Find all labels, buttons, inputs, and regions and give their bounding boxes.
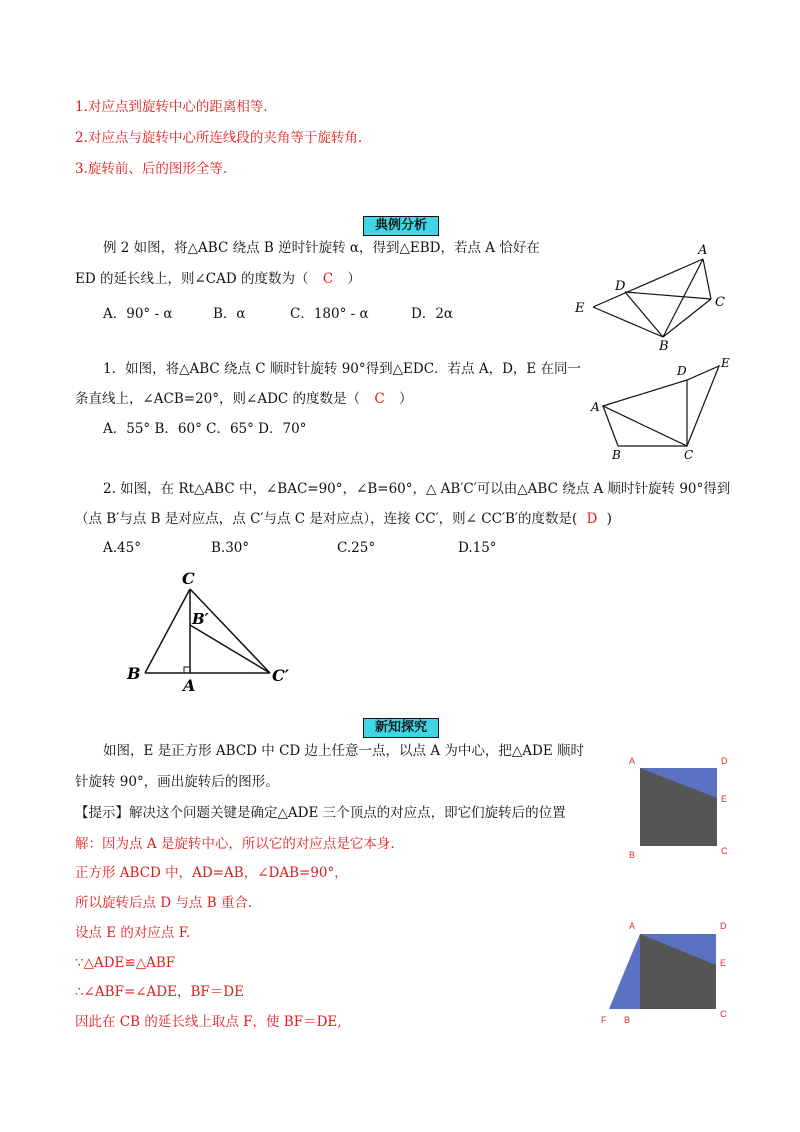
sq1-label-e: E xyxy=(721,794,728,804)
q2-option-d: D.15° xyxy=(458,540,497,556)
fig1-label-b: B xyxy=(659,339,669,354)
q1-answer: C xyxy=(374,391,385,407)
q2-line1: 2. 如图，在 Rt△ABC 中，∠BAC=90°，∠B=60°，△ AB′C′可以由△ABC 绕点 A 顺时针旋转 90°得到 xyxy=(103,481,731,497)
q2-option-b: B.30° xyxy=(211,540,250,556)
q1-line2: 条直线上，∠ACB=20°，则∠ADC 的度数是（ C ） xyxy=(75,391,413,407)
example2-option-b: B．α xyxy=(213,306,246,322)
example2-option-a: A．90° - α xyxy=(103,306,173,322)
square-figure-original xyxy=(620,745,740,865)
sq2-label-c: C xyxy=(720,1009,727,1019)
solution-line-7: 因此在 CB 的延长线上取点 F，使 BF＝DE, xyxy=(75,1014,342,1030)
property-2: 2.对应点与旋转中心所连线段的夹角等于旋转角. xyxy=(75,130,363,146)
fig3-label-bprime: B′ xyxy=(192,610,209,628)
sq2-label-a: A xyxy=(629,921,636,931)
fig3-label-a: A xyxy=(183,676,196,695)
property-3: 3.旋转前、后的图形全等. xyxy=(75,161,228,177)
fig2-label-c: C xyxy=(684,448,694,462)
solution-line-5: ∵△ADE≌△ABF xyxy=(75,955,176,971)
q1-figure xyxy=(585,350,740,462)
fig1-label-e: E xyxy=(575,301,585,316)
fig1-label-d: D xyxy=(615,279,626,294)
q2-option-a: A.45° xyxy=(103,540,141,556)
fig1-label-a: A xyxy=(698,243,708,258)
explore-line2: 针旋转 90°，画出旋转后的图形。 xyxy=(75,774,279,790)
sq1-label-d: D xyxy=(721,756,728,766)
example2-option-c: C．180° - α xyxy=(290,306,369,322)
fig1-label-c: C xyxy=(715,295,725,310)
q2-figure xyxy=(120,565,310,695)
fig2-label-a: A xyxy=(591,400,600,414)
sq2-label-b: B xyxy=(624,1015,631,1025)
q2-option-c: C.25° xyxy=(337,540,376,556)
square-figure-rotated xyxy=(595,913,740,1028)
example2-line2: ED 的延长线上，则∠CAD 的度数为（ C ） xyxy=(75,271,361,287)
sq1-label-c: C xyxy=(721,846,728,856)
sq1-label-b: B xyxy=(629,850,636,860)
explore-line1: 如图，E 是正方形 ABCD 中 CD 边上任意一点，以点 A 为中心，把△ADE 顺时 xyxy=(103,743,584,759)
fig2-label-b: B xyxy=(612,448,621,462)
fig3-label-b: B xyxy=(127,664,141,683)
example2-option-d: D．2α xyxy=(411,306,454,322)
example2-answer: C xyxy=(322,271,334,287)
solution-line-3: 所以旋转后点 D 与点 B 重合. xyxy=(75,895,253,911)
fig3-label-cprime: C′ xyxy=(272,666,289,685)
q2-line2: （点 B′与点 B 是对应点，点 C′与点 C 是对应点），连接 CC′，则∠ CC′B′的度数是( D ) xyxy=(75,511,612,527)
section-title-examples: 典例分析 xyxy=(363,216,439,236)
section-title-explore: 新知探究 xyxy=(363,718,439,738)
sq1-label-a: A xyxy=(629,756,636,766)
q1-options: A．55° B．60° C．65° D．70° xyxy=(103,421,307,437)
example2-figure xyxy=(565,235,740,360)
q2-answer: D xyxy=(586,511,598,527)
solution-line-2: 正方形 ABCD 中，AD=AB，∠DAB=90°， xyxy=(75,865,348,881)
q1-line1: 1．如图，将△ABC 绕点 C 顺时针旋转 90°得到△EDC．若点 A，D，E 在同一 xyxy=(103,361,582,377)
example2-line1: 例 2 如图，将△ABC 绕点 B 逆时针旋转 α，得到△EBD，若点 A 恰好在 xyxy=(103,240,540,256)
fig2-label-e: E xyxy=(721,356,730,370)
sq2-label-d: D xyxy=(720,921,727,931)
fig2-label-d: D xyxy=(677,364,687,378)
explore-hint: 【提示】解决这个问题关键是确定△ADE 三个顶点的对应点，即它们旋转后的位置 xyxy=(75,805,566,821)
sq2-label-e: E xyxy=(720,958,727,968)
solution-line-4: 设点 E 的对应点 F. xyxy=(75,925,191,941)
solution-line-6: ∴∠ABF=∠ADE，BF＝DE xyxy=(75,984,244,1000)
sq2-label-f: F xyxy=(601,1015,607,1025)
property-1: 1.对应点到旋转中心的距离相等. xyxy=(75,99,268,115)
solution-line-1: 解：因为点 A 是旋转中心，所以它的对应点是它本身. xyxy=(75,836,395,852)
fig3-label-c: C xyxy=(182,569,195,588)
